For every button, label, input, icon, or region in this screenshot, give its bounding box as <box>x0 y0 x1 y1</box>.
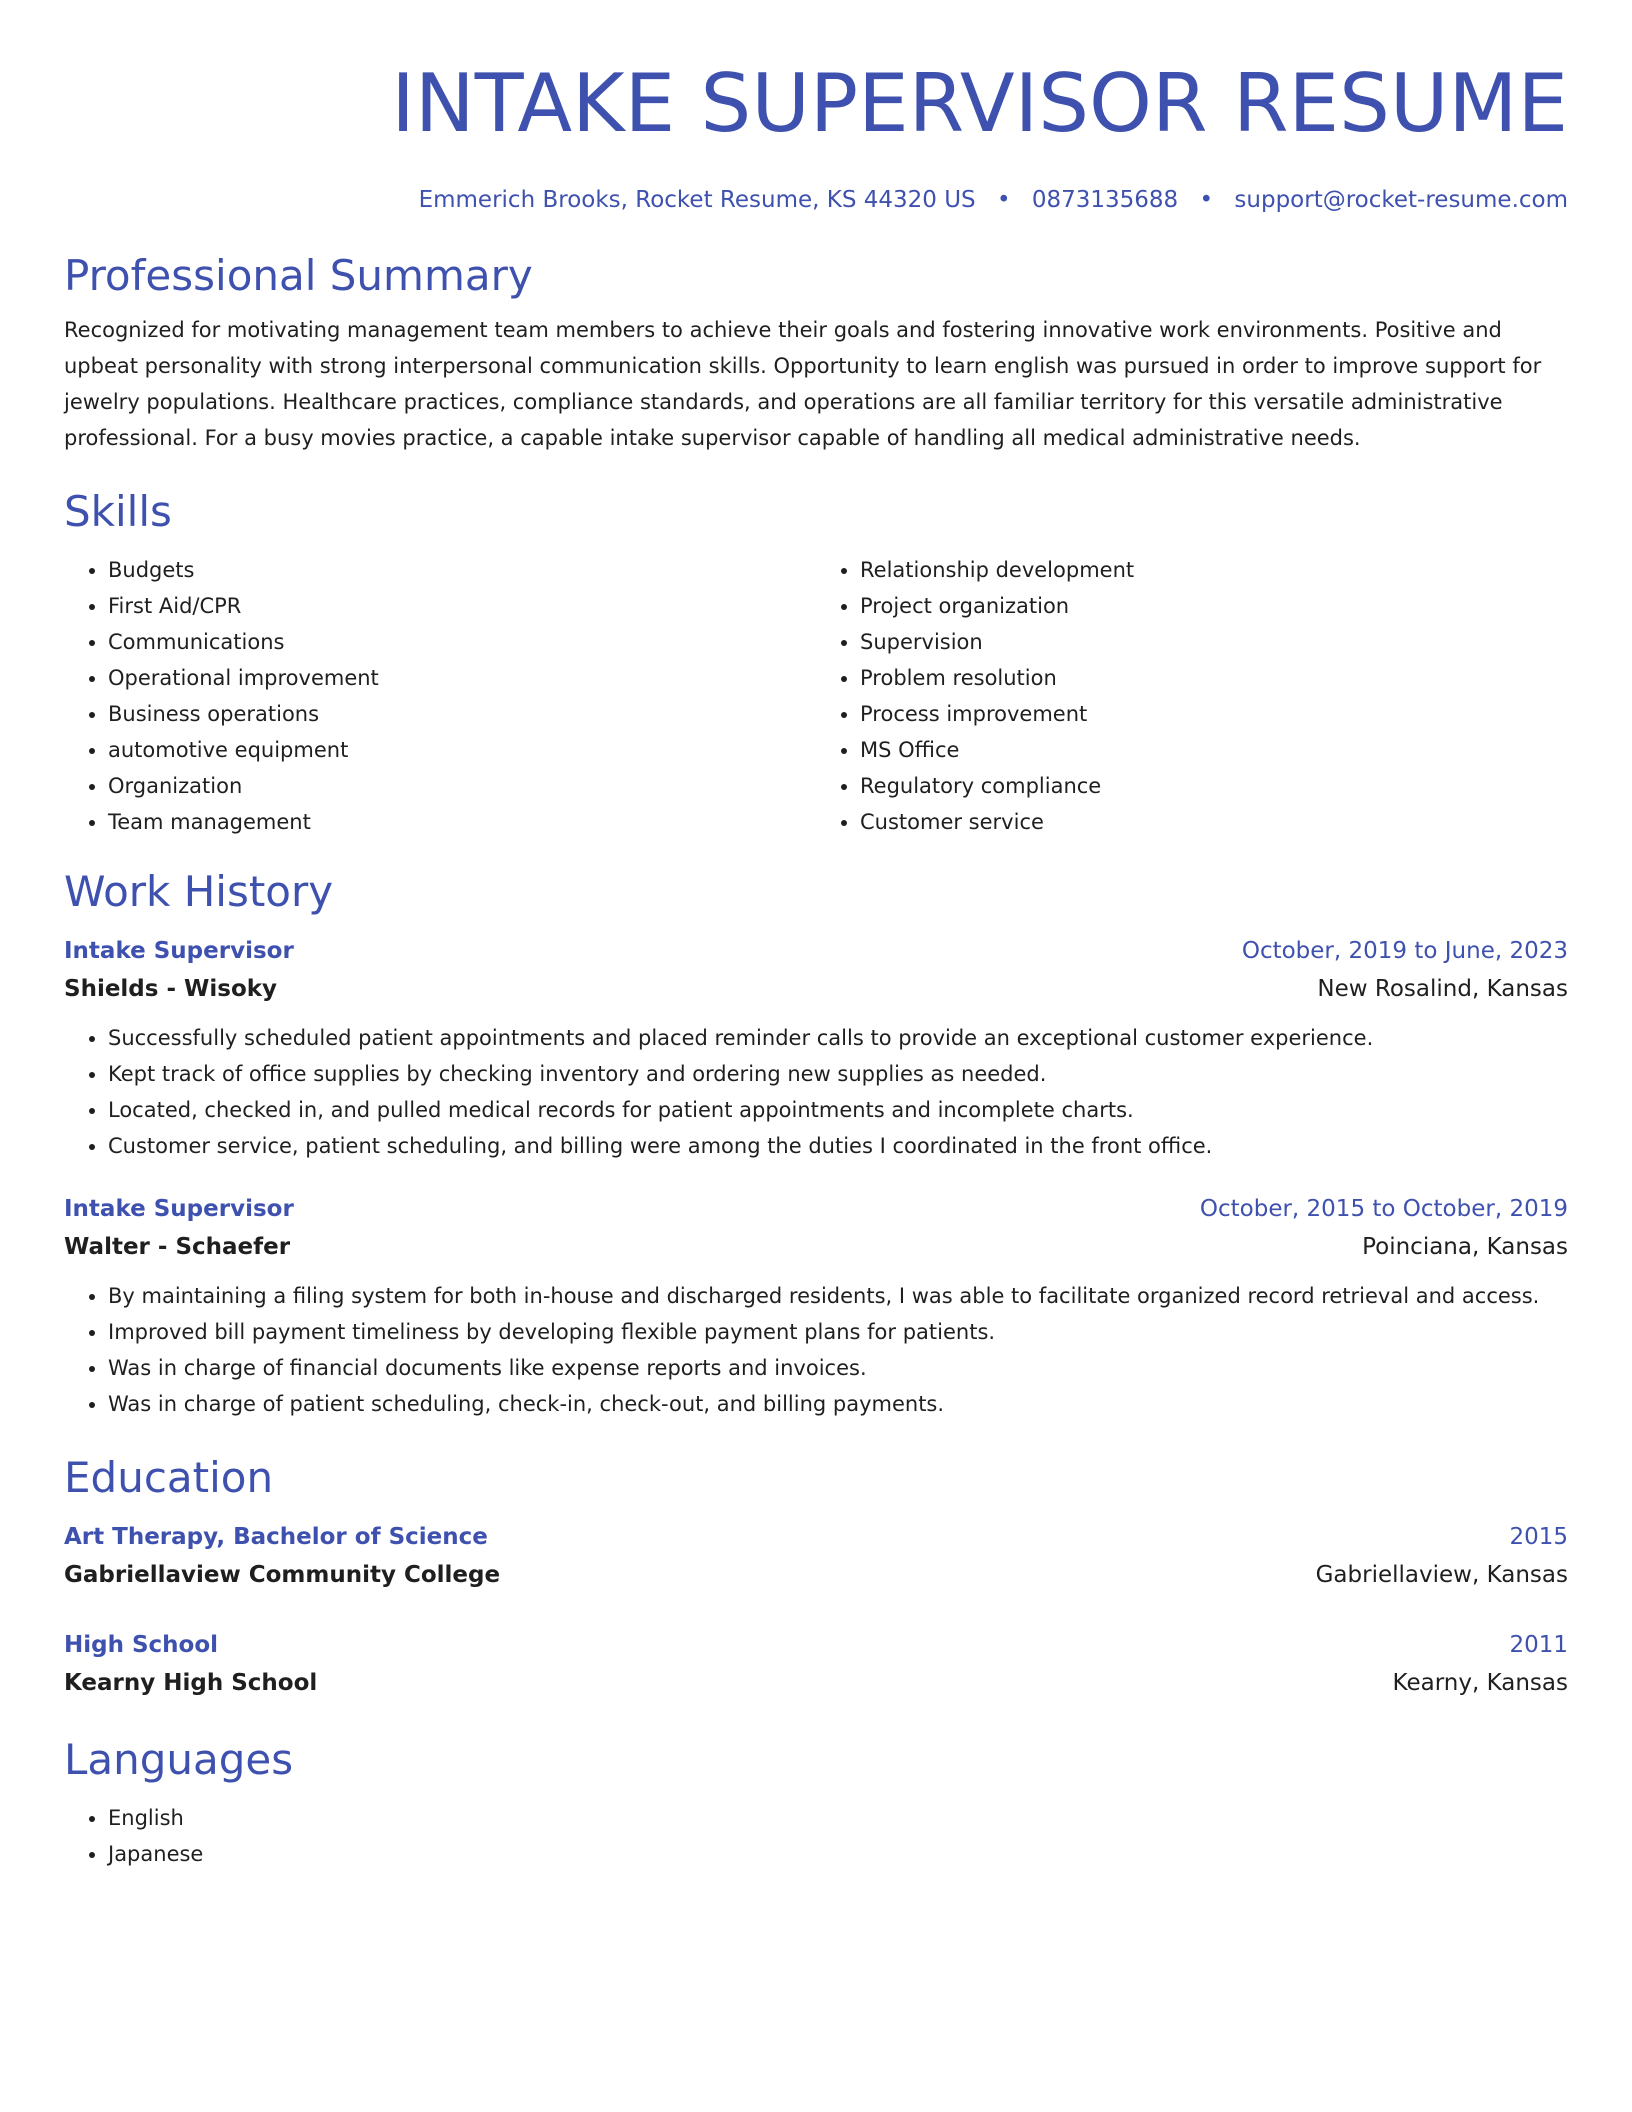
resume-title: INTAKE SUPERVISOR RESUME <box>391 57 1568 150</box>
job-bullet: • Was in charge of patient scheduling, check-in, check-out, and billing payments. <box>108 1386 1568 1422</box>
contact-phone: 0873135688 <box>1031 187 1179 213</box>
school-location: Kearny, Kansas <box>1392 1670 1568 1696</box>
education-section <box>64 1452 1568 1702</box>
section-heading: Languages <box>64 1735 294 1784</box>
skill-item: • Supervision <box>860 624 1568 660</box>
job-entry <box>64 932 1568 1164</box>
school-name: Kearny High School <box>64 1670 318 1696</box>
skills-column-right <box>816 552 1568 840</box>
section-heading: Professional Summary <box>64 251 533 300</box>
professional-summary-section <box>64 250 1568 456</box>
job-title: Intake Supervisor <box>64 938 294 964</box>
summary-text: Recognized for motivating management team members to achieve their goals and fostering innovative work environments. Positive and upbeat personality with strong interpersonal communication skills. Opportunity to learn english was pursued in order to improve support for jewelry populations. Healthcare practices, compliance standards, and operations are all familiar territory for this versatile administrative professional. For a busy movies practice, a capable intake supervisor capable of handling all medical administrative needs. <box>64 318 1542 450</box>
skill-item: • Budgets <box>108 552 816 588</box>
job-location: New Rosalind, Kansas <box>1317 976 1568 1002</box>
job-company-row <box>64 970 1568 1008</box>
language-item: • English <box>108 1800 1568 1836</box>
school-row <box>64 1556 1568 1594</box>
job-title-row <box>64 1190 1568 1228</box>
job-company-row <box>64 1228 1568 1266</box>
school-row <box>64 1664 1568 1702</box>
contact-separator: • <box>996 187 1011 213</box>
contact-address: Emmerich Brooks, Rocket Resume, KS 44320 US <box>418 187 976 213</box>
contact-separator: • <box>1199 187 1214 213</box>
job-bullets <box>64 1278 1568 1422</box>
education-entry <box>64 1518 1568 1594</box>
skills-column-left <box>64 552 816 840</box>
job-location: Poinciana, Kansas <box>1362 1234 1568 1260</box>
skill-item: • Project organization <box>860 588 1568 624</box>
section-heading: Work History <box>64 867 334 916</box>
skills-section <box>64 486 1568 840</box>
skill-item: • Problem resolution <box>860 660 1568 696</box>
school-location: Gabriellaview, Kansas <box>1315 1562 1568 1588</box>
section-heading: Skills <box>64 487 172 536</box>
skill-item: • Team management <box>108 804 816 840</box>
job-title: Intake Supervisor <box>64 1196 294 1222</box>
contact-line <box>64 184 1568 216</box>
skills-grid <box>64 552 1568 840</box>
work-history-section <box>64 866 1568 1422</box>
job-bullet: • Was in charge of financial documents like expense reports and invoices. <box>108 1350 1568 1386</box>
section-heading: Education <box>64 1453 274 1502</box>
resume-header <box>64 0 1568 216</box>
job-dates: October, 2015 to October, 2019 <box>1199 1196 1568 1222</box>
degree: High School <box>64 1632 219 1658</box>
job-company: Shields - Wisoky <box>64 976 278 1002</box>
job-entry <box>64 1190 1568 1422</box>
language-list <box>64 1800 1568 1872</box>
skill-item: • Business operations <box>108 696 816 732</box>
skill-item: • First Aid/CPR <box>108 588 816 624</box>
skill-item: • MS Office <box>860 732 1568 768</box>
degree-row <box>64 1626 1568 1664</box>
graduation-year: 2015 <box>1509 1524 1568 1550</box>
skill-item: • Regulatory compliance <box>860 768 1568 804</box>
skill-item: • Process improvement <box>860 696 1568 732</box>
job-bullet: • Customer service, patient scheduling, and billing were among the duties I coordinated in the front office. <box>108 1128 1568 1164</box>
degree: Art Therapy, Bachelor of Science <box>64 1524 488 1550</box>
skill-item: • Communications <box>108 624 816 660</box>
degree-row <box>64 1518 1568 1556</box>
job-bullet: • Kept track of office supplies by checking inventory and ordering new supplies as needed. <box>108 1056 1568 1092</box>
job-company: Walter - Schaefer <box>64 1234 291 1260</box>
job-title-row <box>64 932 1568 970</box>
skill-item: • Customer service <box>860 804 1568 840</box>
skill-item: • automotive equipment <box>108 732 816 768</box>
job-bullet: • Successfully scheduled patient appointments and placed reminder calls to provide an exceptional customer experience. <box>108 1020 1568 1056</box>
graduation-year: 2011 <box>1509 1632 1568 1658</box>
education-entry <box>64 1626 1568 1702</box>
skill-item: • Relationship development <box>860 552 1568 588</box>
languages-section <box>64 1734 1568 1872</box>
job-bullets <box>64 1020 1568 1164</box>
skill-item: • Operational improvement <box>108 660 816 696</box>
job-dates: October, 2019 to June, 2023 <box>1241 938 1568 964</box>
language-item: • Japanese <box>108 1836 1568 1872</box>
job-bullet: • Located, checked in, and pulled medical records for patient appointments and incomplete charts. <box>108 1092 1568 1128</box>
skill-item: • Organization <box>108 768 816 804</box>
job-bullet: • By maintaining a filing system for both in-house and discharged residents, I was able to facilitate organized record retrieval and access. <box>108 1278 1568 1314</box>
job-bullet: • Improved bill payment timeliness by developing flexible payment plans for patients. <box>108 1314 1568 1350</box>
school-name: Gabriellaview Community College <box>64 1562 501 1588</box>
contact-email: support@rocket-resume.com <box>1234 187 1568 213</box>
